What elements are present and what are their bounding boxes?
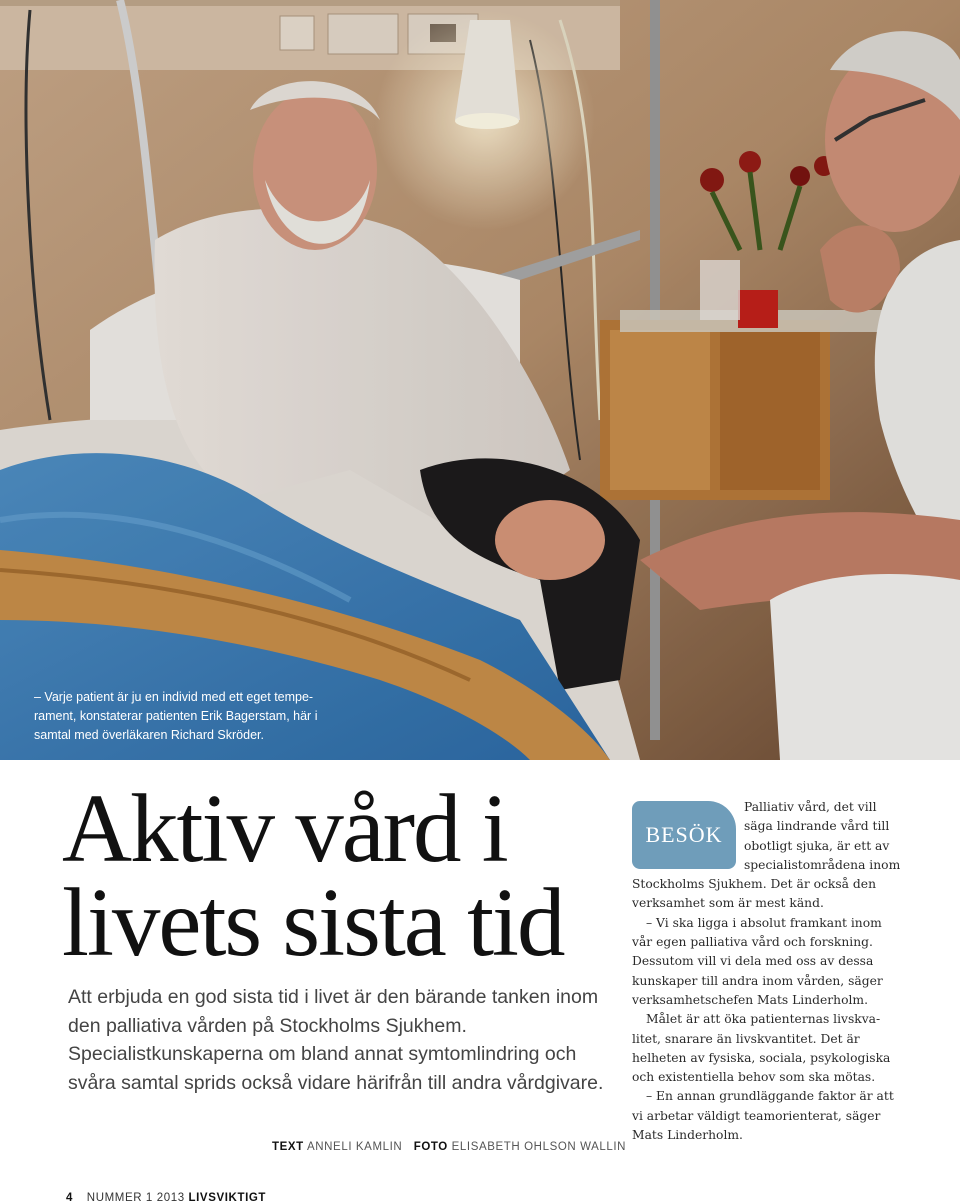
headline-line-1: Aktiv vård i: [62, 775, 507, 882]
body-paragraph-2: – Vi ska ligga i absolut framkant inom vår egen palliativa vård och forskning. Dessutom vill vi dela med oss av dessa kunskaper till andra inom vården, säger verksamhetschefen Mats Linderholm.: [632, 915, 883, 1007]
byline-photo-label: FOTO: [413, 1141, 448, 1153]
body-paragraph-3: Målet är att öka patienternas livskva-litet, snarare än livskvantitet. Det är helheten av fysiska, sociala, psykologiska och existentiella behov som ska mötas.: [632, 1012, 891, 1085]
photo-caption-text: – Varje patient är ju en individ med ett eget tempe-rament, konstaterar patienten Erik Bagerstam, här i samtal med överläkaren Richard Skröder.: [34, 690, 318, 742]
article-headline: [62, 775, 622, 976]
magazine-name: LIVSVIKTIGT: [188, 1192, 267, 1204]
byline-text-label: TEXT: [272, 1141, 304, 1153]
page-number: 4: [66, 1192, 73, 1204]
issue-label: NUMMER 1 2013: [86, 1192, 185, 1204]
badge-spacer: [632, 798, 744, 874]
section-badge: BESÖK: [632, 801, 736, 869]
byline: [272, 1141, 626, 1153]
headline-line-2: livets sista tid: [62, 869, 564, 976]
byline-author: ANNELI KAMLIN: [306, 1141, 403, 1153]
body-paragraph-4: – En annan grundläggande faktor är att vi arbetar väldigt teamorienterat, säger Mats Linderholm.: [632, 1089, 894, 1143]
photo-caption: [34, 688, 334, 745]
page-folio: [66, 1192, 266, 1204]
byline-photographer: ELISABETH OHLSON WALLIN: [451, 1141, 627, 1153]
article-body: [632, 798, 904, 1145]
body-paragraph-1: Palliativ vård, det vill säga lindrande vård till obotligt sjuka, är ett av specialistområdena inom Stockholms Sjukhem. Det är också den verksamhet som är mest känd.: [632, 800, 901, 911]
article-ingress: Att erbjuda en god sista tid i livet är den bärande tanken inom den palliativa vården på Stockholms Sjukhem. Specialistkunskaperna om bland annat symtomlindring och svåra samtal sprids också vidare härifrån till andra vårdgivare.: [68, 986, 604, 1094]
